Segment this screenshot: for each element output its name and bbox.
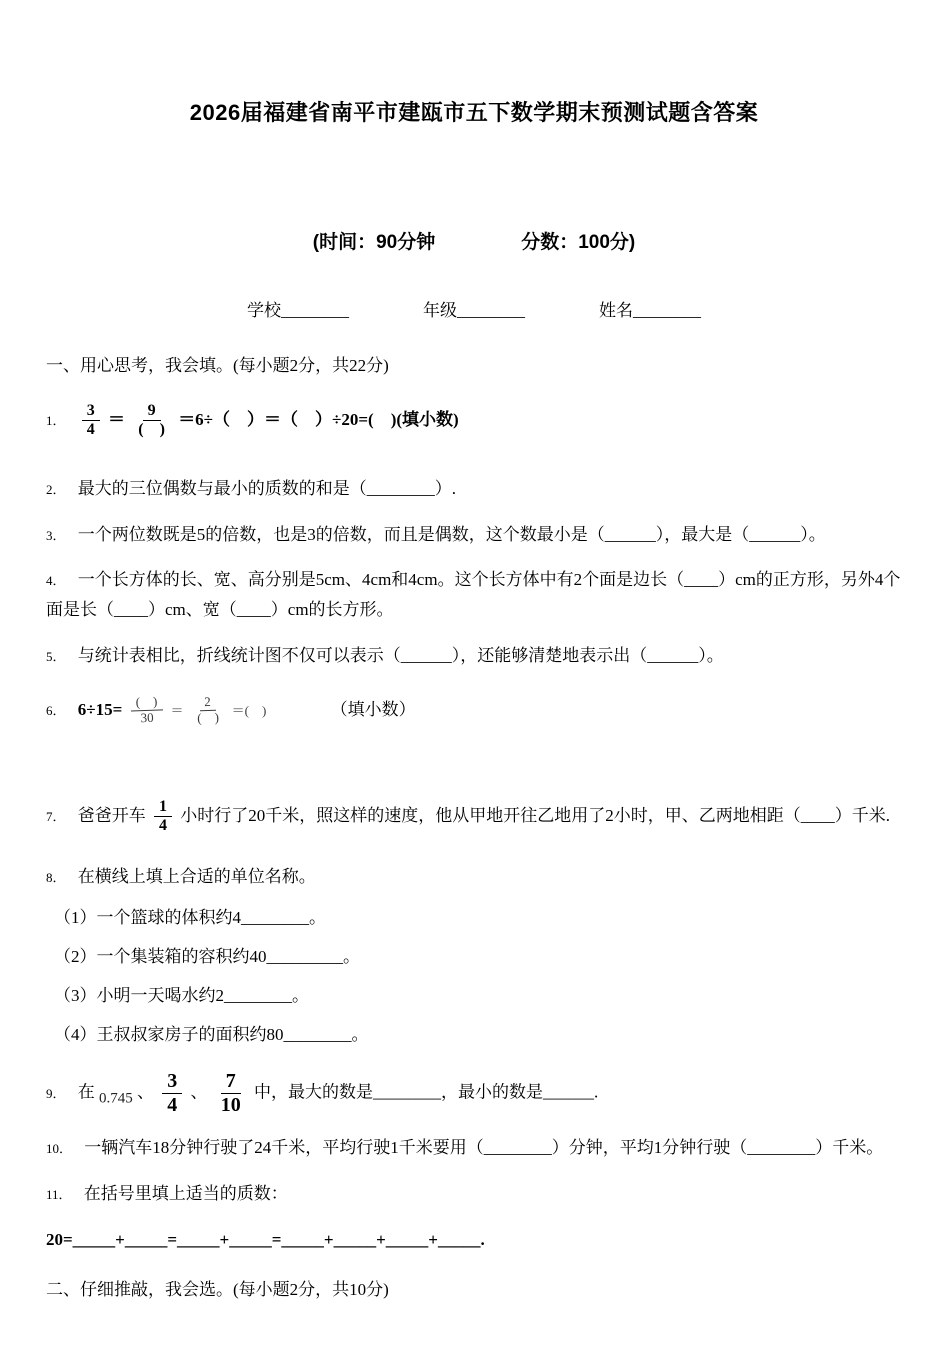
question-11-text: 在括号里填上适当的质数：	[83, 1184, 288, 1204]
question-3	[46, 520, 902, 550]
section-two-heading: 二、仔细推敲，我会选。(每小题2分，共10分)	[46, 1279, 389, 1299]
q1-fraction-1	[82, 402, 100, 440]
question-3-text: 一个两位数既是5的倍数，也是3的倍数，而且是偶数，这个数最小是（______），最大是（______）。	[77, 524, 826, 544]
time-label: (时间：90分钟	[312, 232, 436, 253]
question-6	[46, 695, 902, 727]
q8-item-3	[54, 982, 902, 1009]
q9-text-start: 在	[77, 1082, 95, 1102]
question-2-text: 最大的三位偶数与最小的质数的和是（________）.	[77, 478, 457, 498]
q9-comma-2: 、	[190, 1082, 208, 1102]
school-blank: 学校________	[247, 301, 349, 320]
grade-blank: 年级________	[423, 301, 525, 320]
name-blank: 姓名________	[599, 301, 701, 320]
q6-fill-decimal-note: （填小数）	[330, 699, 416, 719]
doc-title: 2026届福建省南平市建瓯市五下数学期末预测试题含答案	[189, 100, 759, 125]
q6-frac1-denominator: 30	[139, 709, 154, 726]
q9-frac1-denominator: 4	[167, 1094, 178, 1117]
q7-text-start: 爸爸开车	[77, 805, 146, 825]
q9-frac1-numerator: 3	[162, 1070, 182, 1094]
q8-item-2-text: （2）一个集装箱的容积约40_________。	[54, 946, 360, 966]
q6-fraction-1	[130, 695, 163, 727]
question-5-number: 5．	[46, 648, 66, 664]
q7-fraction	[154, 798, 172, 836]
q1-frac2-denominator: ( )	[138, 421, 165, 439]
score-label: 分数：100分)	[521, 232, 636, 253]
q8-item-1-text: （1）一个篮球的体积约4________。	[54, 907, 326, 927]
q1-fraction-2	[133, 402, 170, 440]
q8-item-3-text: （3）小明一天喝水约2________。	[54, 985, 309, 1005]
q6-frac1-numerator: ( )	[130, 695, 162, 712]
q8-item-4	[54, 1021, 902, 1048]
question-9-number: 9．	[46, 1085, 66, 1101]
q9-fraction-2	[216, 1070, 246, 1117]
question-5	[46, 641, 902, 671]
question-10	[46, 1133, 902, 1163]
q8-item-4-text: （4）王叔叔家房子的面积约80________。	[54, 1025, 369, 1045]
question-4	[46, 565, 902, 625]
question-10-number: 10．	[46, 1141, 73, 1157]
question-1	[46, 402, 902, 440]
question-8-text: 在横线上填上合适的单位名称。	[77, 866, 316, 886]
q9-fraction-1	[162, 1070, 182, 1117]
question-1-number: 1．	[46, 412, 66, 428]
q7-text-end: 小时行了20千米，照这样的速度，他从甲地开往乙地用了2小时，甲、乙两地相距（____）千米.	[180, 805, 891, 825]
q9-frac2-denominator: 10	[220, 1094, 241, 1117]
q8-item-1	[54, 904, 902, 931]
q1-frac1-numerator: 3	[82, 402, 100, 421]
q1-equation-tail: ＝6÷（ ）＝（ ）÷20=( )(填小数)	[178, 409, 459, 429]
q1-frac1-denominator: 4	[86, 421, 95, 439]
q6-equals-2: ＝( )	[231, 702, 267, 718]
question-3-number: 3．	[46, 527, 66, 543]
q7-frac-numerator: 1	[154, 798, 172, 817]
q6-frac2-numerator: 2	[199, 695, 216, 712]
question-4-number: 4．	[46, 573, 66, 589]
question-8	[46, 862, 902, 892]
q6-equals-1: ＝	[170, 702, 184, 718]
q9-decimal-value: 0.745	[99, 1090, 133, 1107]
question-5-text: 与统计表相比，折线统计图不仅可以表示（______），还能够清楚地表示出（______）。	[77, 645, 724, 665]
question-7-number: 7．	[46, 808, 66, 824]
question-6-number: 6．	[46, 702, 66, 718]
q6-fraction-2	[191, 695, 224, 727]
q1-equals-1: ＝	[108, 409, 126, 429]
question-11-number: 11．	[46, 1187, 72, 1203]
q7-frac-denominator: 4	[159, 817, 168, 835]
section-one-heading: 一、用心思考，我会填。(每小题2分，共22分)	[46, 356, 389, 375]
q6-expression: 6÷15=	[77, 699, 123, 719]
question-11	[46, 1179, 902, 1209]
question-4-text: 一个长方体的长、宽、高分别是5cm、4cm和4cm。这个长方体中有2个面是边长（____）cm的正方形，另外4个面是长（____）cm、宽（____）cm的长方形。	[46, 570, 901, 620]
question-2	[46, 474, 902, 504]
question-10-text: 一辆汽车18分钟行驶了24千米，平均行驶1千米要用（________）分钟，平均1分钟行驶（________）千米。	[84, 1138, 884, 1158]
question-7	[46, 798, 902, 836]
q11-equation-text: 20=_____+_____=_____+_____=_____+_____+_____+_____.	[46, 1229, 485, 1249]
q9-text-end: 中，最大的数是________，最小的数是______.	[254, 1082, 599, 1102]
meta-row	[46, 227, 902, 254]
q8-item-2	[54, 943, 902, 970]
question-2-number: 2．	[46, 481, 66, 497]
q1-frac2-numerator: 9	[143, 402, 161, 421]
question-9	[46, 1070, 902, 1117]
q6-frac2-denominator: ( )	[196, 709, 219, 726]
student-info-row	[46, 296, 902, 321]
q9-frac2-numerator: 7	[221, 1070, 241, 1094]
question-8-number: 8．	[46, 869, 66, 885]
question-11-equation	[46, 1225, 902, 1255]
q9-comma-1: 、	[137, 1082, 155, 1102]
